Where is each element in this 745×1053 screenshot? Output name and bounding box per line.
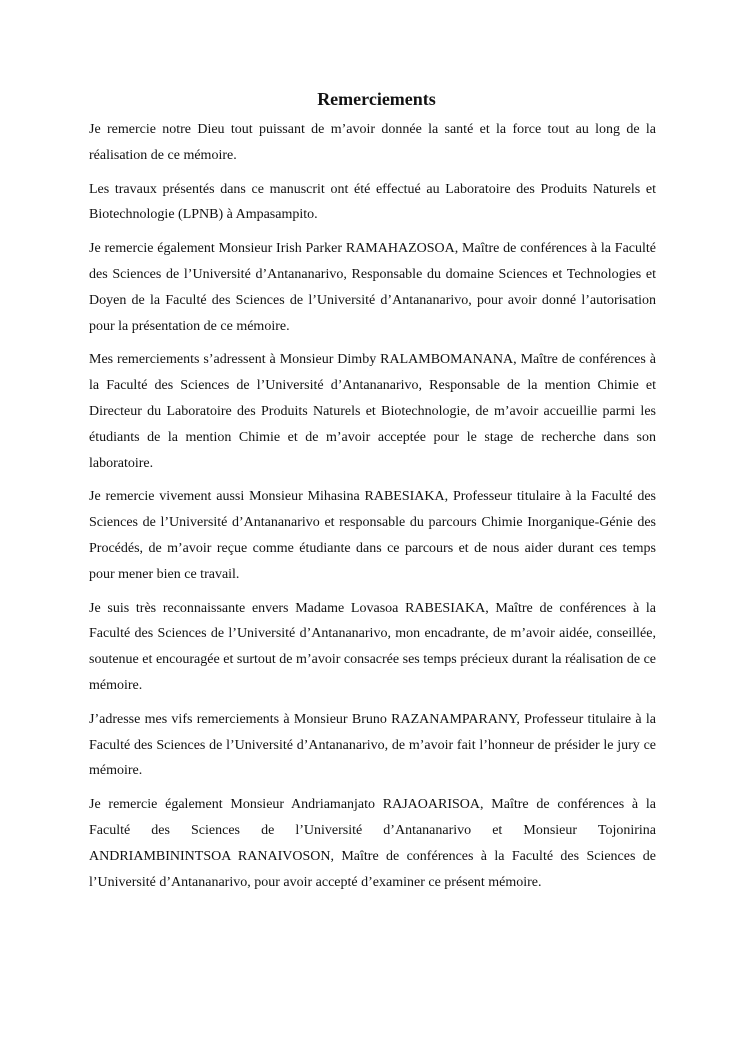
document-page xyxy=(89,86,656,903)
paragraph: Je remercie également Monsieur Irish Parker RAMAHAZOSOA, Maître de conférences à la Faculté des Sciences de l’Université d’Antananarivo, Responsable du domaine Sciences et Technologies et Doyen de la Faculté des Sciences de l’Université d’Antananarivo, pour avoir donné l’autorisation pour la présentation de ce mémoire. xyxy=(89,241,656,334)
paragraph: Je remercie notre Dieu tout puissant de m’avoir donnée la santé et la force tout au long de la réalisation de ce mémoire. xyxy=(89,122,656,163)
page-title: Remerciements xyxy=(317,89,436,109)
paragraph: Je suis très reconnaissante envers Madame Lovasoa RABESIAKA, Maître de conférences à la Faculté des Sciences de l’Université d’Antananarivo, mon encadrante, de m’avoir aidée, conseillée, soutenue et encouragée et surtout de m’avoir consacrée ses temps précieux durant la réalisation de ce mémoire. xyxy=(89,600,656,693)
paragraph: Mes remerciements s’adressent à Monsieur Dimby RALAMBOMANANA, Maître de conférences à la Faculté des Sciences de l’Université d’Antananarivo, Responsable de la mention Chimie et Directeur du Laboratoire des Produits Naturels et Biotechnologie, de m’avoir accueillie parmi les étudiants de la mention Chimie et de m’avoir acceptée pour le stage de recherche dans son laboratoire. xyxy=(89,352,656,471)
paragraph: J’adresse mes vifs remerciements à Monsieur Bruno RAZANAMPARANY, Professeur titulaire à la Faculté des Sciences de l’Université d’Antananarivo, de m’avoir fait l’honneur de présider le jury ce mémoire. xyxy=(89,711,656,779)
paragraph: Les travaux présentés dans ce manuscrit ont été effectué au Laboratoire des Produits Naturels et Biotechnologie (LPNB) à Ampasampito. xyxy=(89,181,656,223)
paragraph: Je remercie également Monsieur Andriamanjato RAJAOARISOA, Maître de conférences à la Faculté des Sciences de l’Université d’Antananarivo et Monsieur Tojonirina ANDRIAMBININTSOA RANAIVOSON, Maître de conférences à la Faculté des Sciences de l’Université d’Antananarivo, pour avoir accepté d’examiner ce présent mémoire. xyxy=(89,797,656,890)
paragraph: Je remercie vivement aussi Monsieur Mihasina RABESIAKA, Professeur titulaire à la Faculté des Sciences de l’Université d’Antananarivo et responsable du parcours Chimie Inorganique-Génie des Procédés, de m’avoir reçue comme étudiante dans ce parcours et de nous aider durant ces temps pour mener bien ce travail. xyxy=(89,489,656,582)
